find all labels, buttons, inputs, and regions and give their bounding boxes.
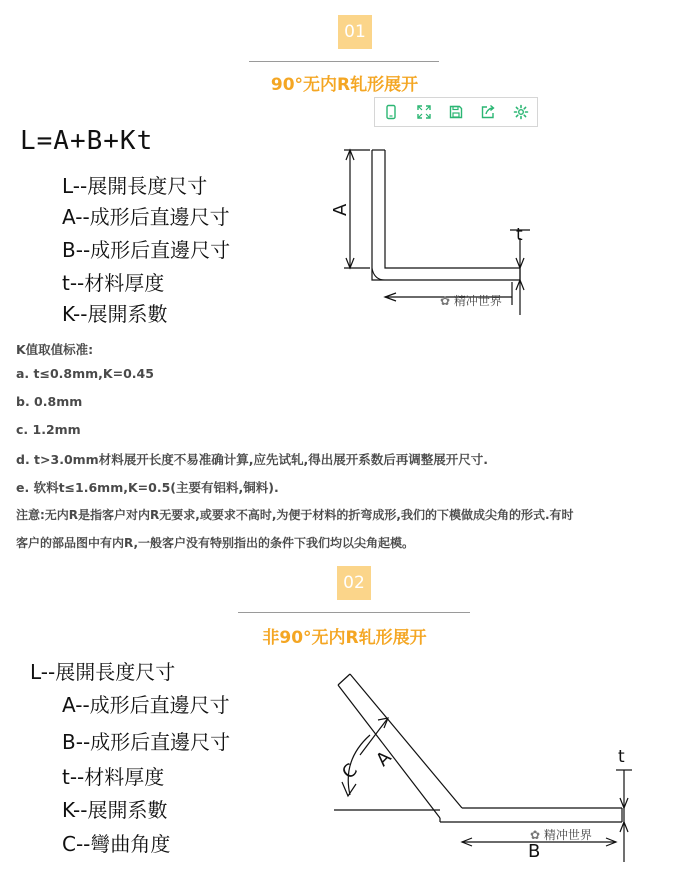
section-number-badge: 01 <box>338 15 372 49</box>
diagram-label-b: B <box>528 841 541 862</box>
legend-item: t--材料厚度 <box>62 765 165 789</box>
k-value-item: c. 1.2mm <box>16 422 81 437</box>
settings-button[interactable] <box>510 101 532 123</box>
note-text: 客户的部品图中有内R,一般客户没有特别指出的条件下我们均以尖角起模。 <box>16 536 415 550</box>
title-divider <box>238 612 470 613</box>
share-button[interactable] <box>477 101 499 123</box>
wechat-icon: ✿ <box>440 294 451 308</box>
bend-diagram-angled <box>320 650 650 865</box>
legend-item: K--展開系數 <box>62 798 168 822</box>
legend-item: B--成形后直邊尺寸 <box>62 730 231 754</box>
image-toolbar <box>374 97 538 127</box>
note-text: 注意:无内R是指客户对内R无要求,或要求不高时,为便于材料的折弯成形,我们的下模做成尖角的形式.有时 <box>16 508 574 522</box>
legend-item: L--展開長度尺寸 <box>30 660 176 684</box>
legend-item: C--彎曲角度 <box>62 832 171 856</box>
diagram-label-t: t <box>618 747 625 767</box>
legend-item: t--材料厚度 <box>62 271 165 295</box>
k-values-heading: K值取值标准: <box>16 342 94 357</box>
phone-icon <box>383 104 399 120</box>
title-divider <box>249 61 439 62</box>
watermark-text: 精冲世界 <box>453 294 502 308</box>
unfold-formula: L=A+B+Kt <box>20 126 154 156</box>
watermark <box>440 292 502 309</box>
watermark-text: 精冲世界 <box>543 828 592 842</box>
legend-item: A--成形后直邊尺寸 <box>62 205 230 229</box>
save-button[interactable] <box>445 101 467 123</box>
legend-item: L--展開長度尺寸 <box>62 174 208 198</box>
k-value-item: b. 0.8mm <box>16 394 83 409</box>
save-icon <box>448 104 464 120</box>
k-value-item: d. t>3.0mm材料展开长度不易准确计算,应先试轧,得出展开系数后再调整展开尺寸. <box>16 452 488 467</box>
section-number-badge: 02 <box>337 566 371 600</box>
legend-item: A--成形后直邊尺寸 <box>62 693 230 717</box>
legend-item: B--成形后直邊尺寸 <box>62 238 231 262</box>
diagram-label-a: A <box>372 747 396 771</box>
legend-item: K--展開系數 <box>62 302 168 326</box>
diagram-label-a: A <box>330 203 351 216</box>
gear-icon <box>513 104 529 120</box>
k-value-item: e. 软料t≤1.6mm,K=0.5(主要有铝料,铜料). <box>16 480 279 495</box>
phone-view-button[interactable] <box>380 101 402 123</box>
section-title: 90°无内R轧形展开 <box>270 75 419 95</box>
fullscreen-button[interactable] <box>413 101 435 123</box>
expand-icon <box>416 104 432 120</box>
k-value-item: a. t≤0.8mm,K=0.45 <box>16 366 154 381</box>
section-title: 非90°无内R轧形展开 <box>262 628 427 648</box>
diagram-label-t: t <box>516 225 523 245</box>
watermark <box>530 826 592 843</box>
bend-diagram-90 <box>330 140 540 320</box>
diagram-label-c: C <box>338 759 362 784</box>
share-icon <box>480 104 496 120</box>
wechat-icon: ✿ <box>530 828 541 842</box>
